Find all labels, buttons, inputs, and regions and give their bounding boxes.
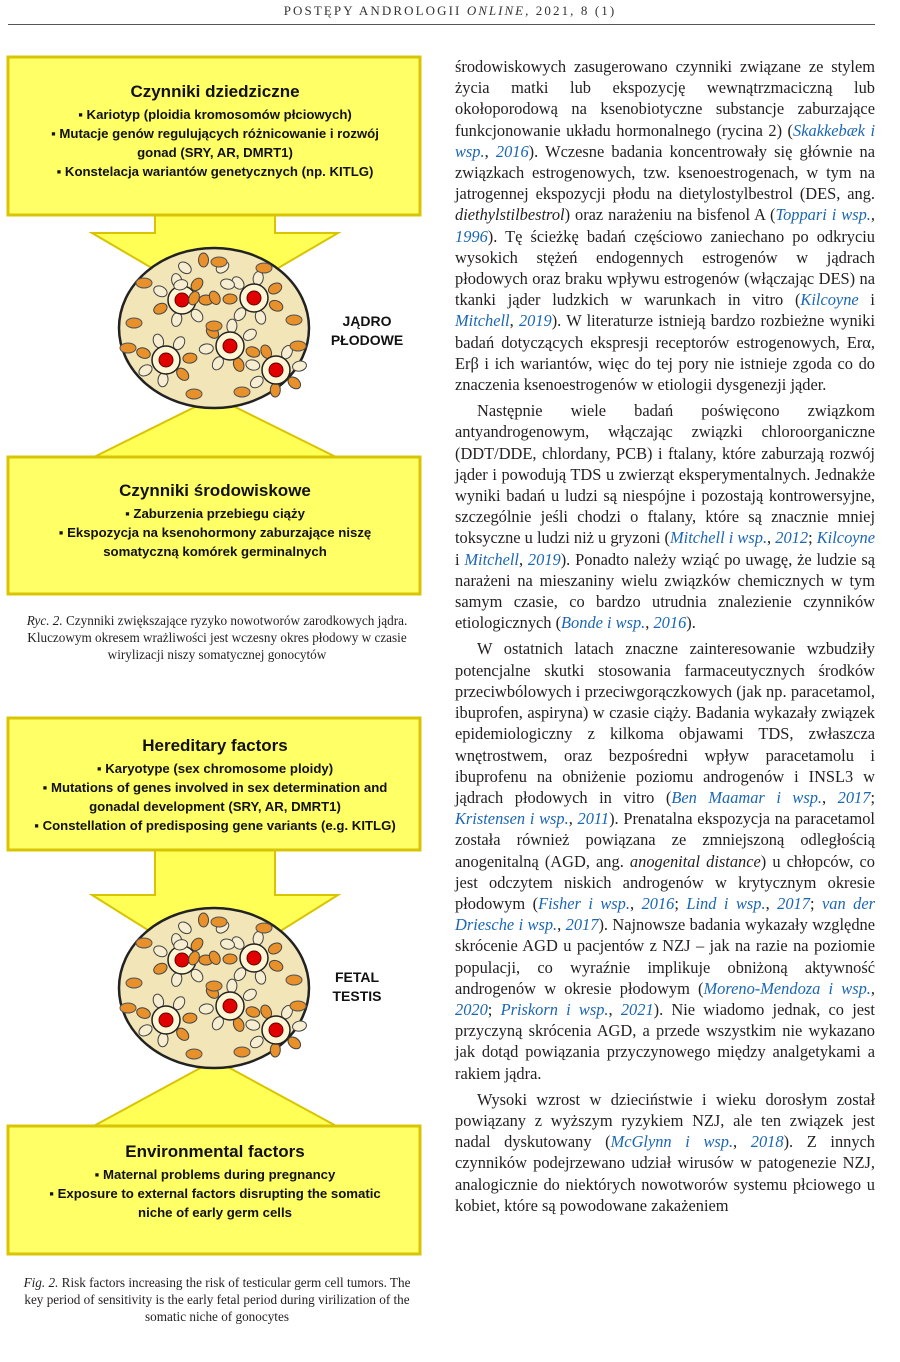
text-run: , (822, 787, 838, 807)
interstitial-cell (206, 321, 222, 331)
box-title: Czynniki środowiskowe (119, 481, 311, 500)
testis-label (322, 968, 392, 1006)
interstitial-cell (186, 1049, 202, 1059)
text-run: , (767, 528, 776, 548)
citation-link[interactable]: 2011 (577, 809, 610, 829)
sertoli-cell (223, 954, 238, 965)
citation-link[interactable]: Kilcoyne (800, 290, 859, 310)
gonocyte-nucleus (223, 339, 237, 353)
text-run: , (484, 141, 496, 161)
interstitial-cell (286, 975, 302, 985)
text-run: ) u chłopców, co jest odczytem niskich androgenów w krytycznym okresie płodowym ( (455, 851, 875, 913)
citation-link[interactable]: McGlynn i wsp. (610, 1132, 734, 1152)
caption-text: key period of sensitivity is the early fetal period during virilization of the (24, 1292, 410, 1307)
testis-label-line: JĄDRO (342, 313, 392, 329)
interstitial-cell (211, 257, 227, 267)
gonocyte-nucleus (247, 291, 261, 305)
testis-illustration (119, 908, 309, 1068)
text-run: ). Tę ścieżkę badań częściowo zaniechano po odkryciu wysokich stężeń endogennych estrogenów w jądrach płodowych oraz braku wpływu estrogenów (włączając DES) na tkanki jąder ludzkich w warunkach in vitro ( (455, 226, 875, 310)
citation-link[interactable]: Ben Maamar i wsp. (671, 787, 823, 807)
citation-link[interactable]: Bonde i wsp. (561, 613, 646, 633)
text-run: W ostatnich latach znaczne zainteresowanie wzbudziły potencjalne skutki stosowania farmaceutycznych środków przeciwbólowych i przeciwgorączkowych (jak np. paracetamol, ibuprofen, aspiryna) w czasie ciąży. Badania wykazały związek epidemiologiczny z kilkoma objawami TDS, zwłaszcza wnętrostwem, oraz bezpośredni wpływ paracetamolu i ibuprofenu na obniżenie poziomu androgenów i INSL3 w jądrach płodowych in vitro ( (455, 639, 875, 807)
text-run: , (608, 999, 621, 1019)
caption-text: somatic niche of gonocytes (145, 1309, 289, 1324)
box-line: ▪ Maternal problems during pregnancy (94, 1167, 336, 1182)
italic-term: anogenital distance (629, 851, 761, 871)
figure-caption-english (4, 1274, 430, 1325)
box-line: somatyczną komórek germinalnych (103, 544, 327, 559)
gonocyte-nucleus (175, 293, 189, 307)
box-line: ▪ Karyotype (sex chromosome ploidy) (96, 761, 334, 776)
figure-caption-polish (4, 612, 430, 663)
box-title: Environmental factors (125, 1142, 305, 1161)
citation-link[interactable]: Toppari i wsp. (775, 205, 871, 225)
paragraph (455, 1089, 875, 1216)
sertoli-cell (270, 1043, 280, 1057)
box-line: gonad (SRY, AR, DMRT1) (137, 145, 293, 160)
interstitial-cell (120, 1003, 136, 1013)
citation-link[interactable]: 2017 (565, 915, 599, 935)
gonocyte-nucleus (175, 953, 189, 967)
text-run: ; (870, 787, 875, 807)
citation-link[interactable]: Lind i wsp. (686, 893, 766, 913)
box-line: ▪ Constellation of predisposing gene variants (e.g. KITLG) (34, 818, 396, 833)
citation-link[interactable]: van der Driesche i wsp. (455, 893, 875, 935)
sertoli-cell (198, 253, 208, 267)
interstitial-cell (120, 343, 136, 353)
citation-link[interactable]: Fisher i wsp. (538, 893, 630, 913)
gonocyte-nucleus (223, 999, 237, 1013)
gonocyte-nucleus (269, 363, 283, 377)
citation-link[interactable]: 2017 (777, 893, 810, 913)
gonocyte-nucleus (159, 353, 173, 367)
sertoli-cell (198, 913, 208, 927)
text-run: ). Wczesne badania koncentrowały się głównie na związkach estrogenowych, tzw. ksenoestrogenach, w tym na jatrogennej ekspozycji płodu na dietylostylbestrol (DES, ang. (455, 141, 875, 204)
interstitial-cell (136, 938, 152, 948)
caption-text: wirylizacji niszy somatycznej gonocytów (107, 647, 327, 662)
interstitial-cell (126, 978, 142, 988)
bottom-arrow (90, 1060, 340, 1128)
text-run: , (645, 613, 654, 633)
box-line: niche of early germ cells (138, 1205, 292, 1220)
caption-text: Risk factors increasing the risk of testicular germ cell tumors. The (58, 1275, 411, 1290)
hereditary-box (15, 736, 415, 835)
sertoli-cell (226, 319, 237, 334)
citation-link[interactable]: 2017 (837, 787, 871, 807)
text-run: , (870, 205, 875, 225)
text-run: ; (674, 893, 687, 913)
testis-illustration (119, 248, 309, 408)
interstitial-cell (256, 263, 272, 273)
running-header: POSTĘPY ANDROLOGII ONLINE, 2021, 8 (1) (283, 3, 617, 18)
citation-link[interactable]: 2019 (518, 311, 552, 331)
box-line: gonadal development (SRY, AR, DMRT1) (89, 799, 341, 814)
interstitial-cell (206, 981, 222, 991)
interstitial-cell (256, 923, 272, 933)
gonocyte-nucleus (159, 1013, 173, 1027)
paragraph (455, 56, 875, 395)
text-run: , (568, 809, 578, 829)
interstitial-cell (211, 917, 227, 927)
citation-link[interactable]: Skakkebæk i wsp. (455, 120, 876, 161)
citation-link[interactable]: Moreno-Mendoza i wsp. (703, 978, 871, 998)
text-run: ). Najnowsze badania wykazały względne skrócenie AGD u pacjentów z NZJ – jak na razie na poziomie populacji, co wyraźnie implikuje obniżoną aktywność androgenów w okresie płodowym ( (455, 915, 875, 998)
text-run: ) oraz narażeniu na bisfenol A ( (564, 205, 776, 225)
box-line: ▪ Zaburzenia przebiegu ciąży (125, 506, 305, 521)
text-run: Wysoki wzrost w dzieciństwie i wieku dorosłym został powiązany z wyższym ryzykiem NZJ, ale ten związek jest nadal dyskutowany ( (455, 1089, 875, 1152)
citation-link[interactable]: Kilcoyne (816, 528, 876, 548)
text-run: ). W literaturze istnieją bardzo rozbieżne wyniki badań dotyczących ekspresji receptorów estrogenowych, Erα, Erβ i ich wariantów, więc do tej pory nie istnieje zgoda co do znaczenia ksenoestrogenów w etiologii dysgenezji jąder. (455, 311, 875, 395)
header-rule (8, 24, 875, 25)
citation-link[interactable]: 2019 (527, 549, 561, 569)
text-run: , (509, 311, 519, 331)
text-run: ; (808, 528, 817, 548)
text-run: i (455, 549, 465, 569)
citation-link[interactable]: Mitchell i wsp. (670, 528, 768, 548)
testis-label-line: FETAL (334, 969, 380, 985)
interstitial-cell (286, 315, 302, 325)
italic-term: diethylstilbestrol (455, 205, 565, 225)
citation-link[interactable]: 2018 (750, 1132, 784, 1152)
text-run: i (858, 290, 875, 310)
text-run: , (870, 978, 875, 998)
text-run: ). Nie wiadomo jednak, co jest przyczyną skrócenia AGD, a przede wszystkim nie wykazano jak dotąd powiązania przyczynowego między analgetykami a rakiem jądra. (455, 999, 875, 1083)
text-run: ; (809, 893, 822, 913)
environmental-box (15, 481, 415, 561)
interstitial-cell (186, 389, 202, 399)
interstitial-cell (290, 1001, 306, 1011)
text-run: ). Z innych czynników podejrzewano udział wirusów w patogenezie NZJ, analogicznie do niektórych nowotworów systemu płciowego u kobiet, które są powodowane zakażeniem (455, 1132, 876, 1215)
interstitial-cell (290, 341, 306, 351)
interstitial-cell (136, 278, 152, 288)
citation-link[interactable]: 2012 (775, 528, 809, 548)
text-run: ). Ponadto należy wziąć po uwagę, że ludzie są narażeni na mieszaniny wielu związków chemicznych w tym samym czasie, co bardzo utrudnia znalezienie czynników etiologicznych ( (455, 549, 875, 633)
text-run: , (733, 1132, 751, 1152)
text-run: , (629, 893, 642, 913)
citation-link[interactable]: 2016 (641, 893, 675, 913)
text-run: , (557, 915, 566, 935)
text-run: , (765, 893, 778, 913)
box-line: ▪ Konstelacja wariantów genetycznych (np. KITLG) (56, 164, 374, 179)
text-run: , (519, 549, 528, 569)
interstitial-cell (234, 1047, 250, 1057)
box-line: ▪ Ekspozycja na ksenohormony zaburzające niszę (58, 525, 372, 540)
box-line: ▪ Exposure to external factors disrupting the somatic (49, 1186, 381, 1201)
figure-polish (0, 45, 430, 605)
paragraph (455, 400, 875, 633)
figure-english (0, 710, 430, 1270)
gonocyte-nucleus (269, 1023, 283, 1037)
box-line: ▪ Mutations of genes involved in sex determination and (42, 780, 388, 795)
box-title: Hereditary factors (142, 736, 288, 755)
citation-link[interactable]: Kristensen i wsp. (455, 809, 569, 829)
box-line: ▪ Mutacje genów regulujących różnicowanie i rozwój (51, 126, 379, 141)
citation-link[interactable]: Priskorn i wsp. (500, 999, 609, 1019)
citation-link[interactable]: 2021 (620, 999, 654, 1019)
sertoli-cell (226, 979, 237, 994)
citation-link[interactable]: Mitchell (464, 549, 519, 569)
environmental-box (15, 1142, 415, 1222)
text-run: ). Prenatalna ekspozycja na paracetamol została również powiązana ze zmniejszoną odległością anogenitalną (AGD, ang. (455, 809, 875, 871)
text-run: środowiskowych zasugerowano czynniki związane ze stylem życia matki lub ekspozycję wewnątrzmaciczną lub okołoporodową na ksenobiotyczne substancje zaburzające funkcjonowanie układu hormonalnego (rycina 2) ( (455, 57, 875, 140)
paragraph (455, 638, 875, 1083)
sertoli-cell (223, 294, 238, 305)
citation-link[interactable]: 2016 (495, 141, 529, 161)
interstitial-cell (126, 318, 142, 328)
box-line: ▪ Kariotyp (ploidia kromosomów płciowych) (78, 107, 352, 122)
gonocyte-nucleus (247, 951, 261, 965)
testis-label (322, 312, 412, 350)
caption-label: Fig. 2. (23, 1275, 59, 1290)
caption-label: Ryc. 2. (26, 613, 63, 628)
body-text-column (455, 56, 875, 1216)
box-title: Czynniki dziedziczne (130, 82, 300, 101)
text-run: Następnie wiele badań poświęcono związkom antyandrogenowym, włączając związki chloroorganiczne (DDT/DDE, chlordany, PCB) i ftalany, które zaburzają rozwój jąder i powodują TDS u zwierząt eksperymentalnych. Jednakże wyniki badań u ludzi są niespójne i pozostają kontrowersyjne, szczególnie jeśli chodzi o ftalany, które są znacznie mniej toksyczne u ludzi niż u gryzoni ( (455, 401, 875, 548)
citation-link[interactable]: 2016 (653, 613, 687, 633)
text-run: ; (487, 999, 501, 1019)
caption-text: Czynniki zwiększające ryzyko nowotworów zarodkowych jądra. (62, 613, 408, 628)
text-run: ). (686, 613, 696, 633)
citation-link[interactable]: Mitchell (455, 311, 510, 331)
testis-label-line: PŁODOWE (330, 332, 404, 348)
sertoli-cell (270, 383, 280, 397)
hereditary-box (15, 82, 415, 181)
citation-link[interactable]: 2020 (455, 999, 488, 1019)
interstitial-cell (234, 387, 250, 397)
testis-label-line: TESTIS (332, 988, 382, 1004)
caption-text: Kluczowym okresem wrażliwości jest wczesny okres płodowy w czasie (27, 630, 407, 645)
citation-link[interactable]: 1996 (455, 226, 488, 246)
